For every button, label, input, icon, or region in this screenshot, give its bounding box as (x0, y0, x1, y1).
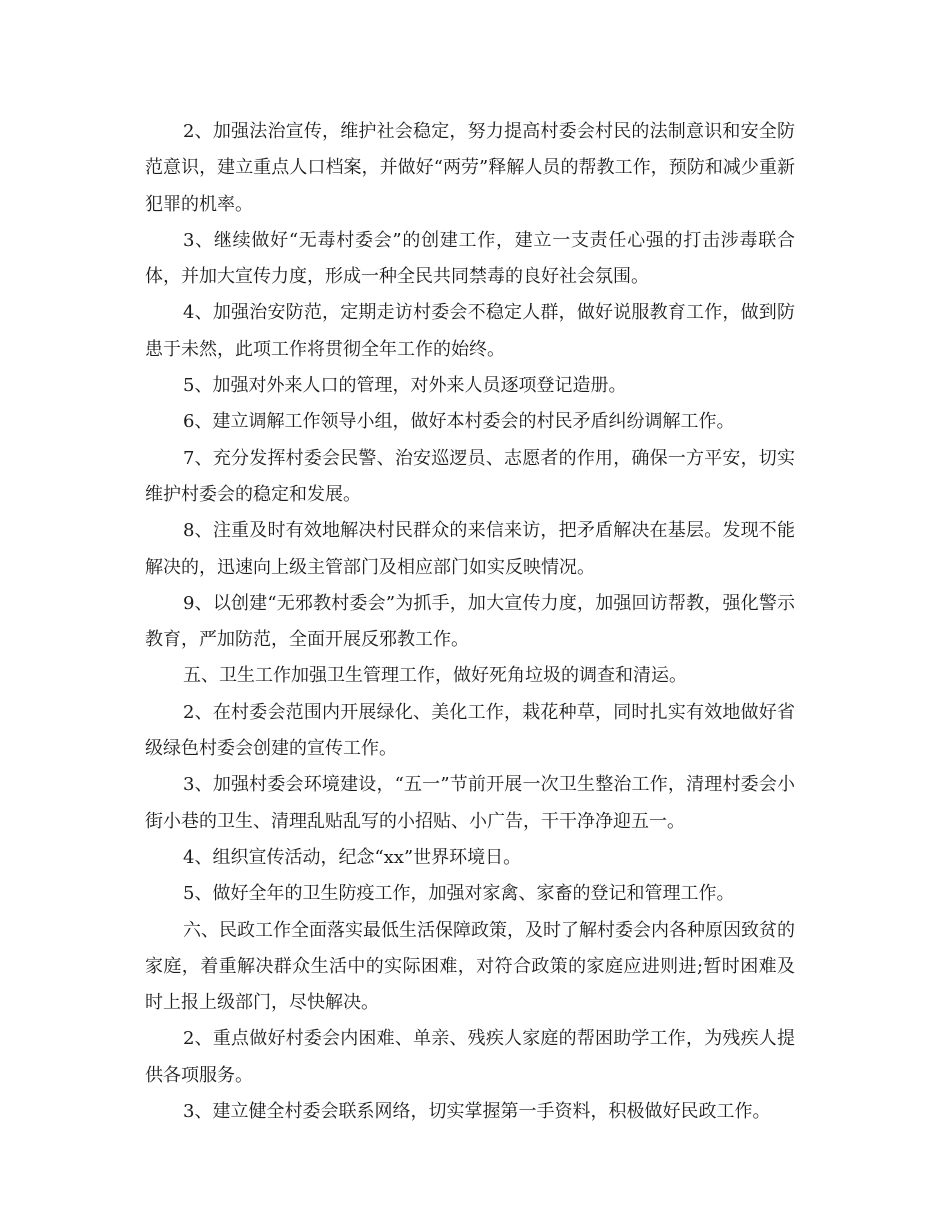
document-body (145, 114, 795, 1130)
paragraph-environment: 3、加强村委会环境建设，“五一”节前开展一次卫生整治工作，清理村委会小街小巷的卫生、清理乱贴乱写的小招贴、小广告，干干净净迎五一。 (145, 774, 795, 832)
paragraph-environment-day: 4、组织宣传活动，纪念“xx”世界环境日。 (183, 846, 522, 868)
paragraph-epidemic-prevention: 5、做好全年的卫生防疫工作，加强对家禽、家畜的登记和管理工作。 (183, 883, 735, 905)
paragraph-anti-cult: 9、以创建“无邪教村委会”为抓手，加大宣传力度，加强回访帮教，强化警示教育，严加防范，全面开展反邪教工作。 (145, 592, 795, 651)
paragraph-section-sanitation: 五、卫生工作加强卫生管理工作，做好死角垃圾的调查和清运。 (183, 665, 687, 687)
paragraph-section-civil-affairs: 六、民政工作全面落实最低生活保障政策，及时了解村委会内各种原因致贫的家庭，着重解决群众生活中的实际困难，对符合政策的家庭应进则进;暂时困难及时上报上级部门，尽快解决。 (145, 919, 795, 1014)
paragraph-greening: 2、在村委会范围内开展绿化、美化工作，栽花种草，同时扎实有效地做好省级绿色村委会创建的宣传工作。 (145, 701, 795, 760)
paragraph-police-patrol: 7、充分发挥村委会民警、治安巡逻员、志愿者的作用，确保一方平安，切实维护村委会的稳定和发展。 (145, 447, 795, 505)
paragraph-contact-network: 3、建立健全村委会联系网络，切实掌握第一手资料，积极做好民政工作。 (183, 1101, 771, 1123)
paragraph-drug-free: 3、继续做好“无毒村委会”的创建工作，建立一支责任心强的打击涉毒联合体，并加大宣传力度，形成一种全民共同禁毒的良好社会氛围。 (145, 229, 795, 288)
paragraph-security-prevention: 4、加强治安防范，定期走访村委会不稳定人群，做好说服教育工作，做到防患于未然，此项工作将贯彻全年工作的始终。 (145, 302, 795, 360)
paragraph-mediation-group: 6、建立调解工作领导小组，做好本村委会的村民矛盾纠纷调解工作。 (183, 411, 735, 433)
paragraph-migrant-management: 5、加强对外来人口的管理，对外来人员逐项登记造册。 (183, 375, 627, 397)
paragraph-law-publicity: 2、加强法治宣传，维护社会稳定，努力提高村委会村民的法制意识和安全防范意识，建立重点人口档案，并做好“两劳”释解人员的帮教工作，预防和减少重新犯罪的机率。 (145, 121, 795, 215)
paragraph-petitions: 8、注重及时有效地解决村民群众的来信来访，把矛盾解决在基层。发现不能解决的，迅速向上级主管部门及相应部门如实反映情况。 (145, 520, 795, 578)
paragraph-disability-support: 2、重点做好村委会内困难、单亲、残疾人家庭的帮困助学工作，为残疾人提供各项服务。 (145, 1028, 795, 1086)
